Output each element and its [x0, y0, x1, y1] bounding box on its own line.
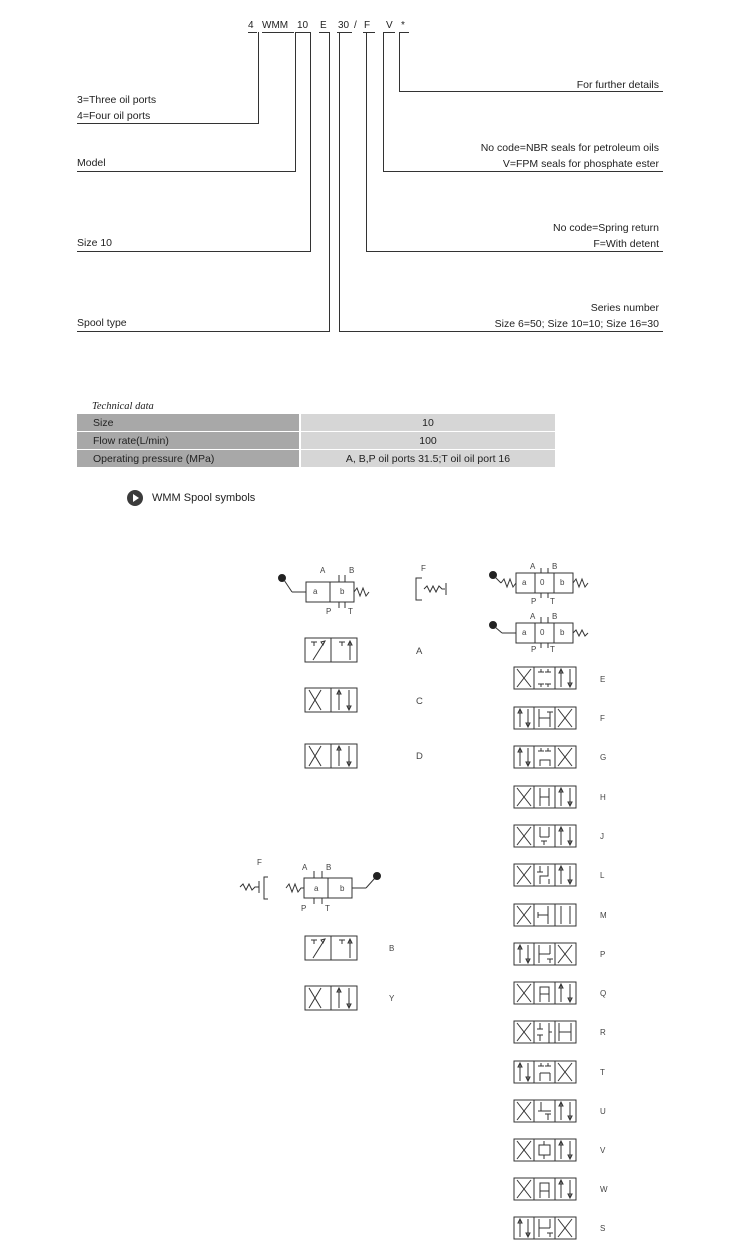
- valve-symbol-detent-3pos: [488, 620, 598, 660]
- port-p-label-detent: P: [531, 645, 537, 654]
- tech-value-size: 10: [300, 414, 555, 432]
- spool-label-p: P: [600, 950, 606, 959]
- spool-label-j: J: [600, 832, 604, 841]
- spool-label-w: W: [600, 1185, 608, 1194]
- detent-label: F: [421, 564, 426, 573]
- code-further: *: [401, 20, 405, 31]
- legend-further: For further details: [576, 79, 659, 91]
- spool-symbol-b: [305, 936, 357, 962]
- spool-symbol-j: [514, 825, 576, 849]
- spool-symbol-u: [514, 1100, 576, 1124]
- tech-label-size: Size: [77, 414, 300, 432]
- tech-value-pressure: A, B,P oil ports 31.5;T oil oil port 16: [300, 450, 555, 468]
- play-icon: [127, 490, 143, 506]
- legend-ports-1: 3=Three oil ports: [77, 94, 157, 106]
- code-model: WMM: [262, 20, 289, 31]
- spool-symbol-l: [514, 864, 576, 888]
- pos-b-label: b: [340, 587, 345, 596]
- spool-label-s: S: [600, 1224, 606, 1233]
- port-t-label: T: [348, 607, 353, 616]
- table-row: [77, 414, 555, 432]
- detent-symbol: [412, 575, 452, 605]
- spool-label-q: Q: [600, 989, 607, 998]
- spool-heading: [127, 490, 255, 506]
- spool-label-t: T: [600, 1068, 605, 1077]
- port-p-label-lower: P: [301, 904, 307, 913]
- code-ports: 4: [248, 20, 254, 31]
- spool-symbol-c: [305, 688, 357, 714]
- port-b-label-detent: B: [552, 612, 558, 621]
- spool-label-e: E: [600, 675, 606, 684]
- spool-label-h: H: [600, 793, 606, 802]
- spool-symbol-t: [514, 1061, 576, 1085]
- spool-symbol-s: [514, 1217, 576, 1241]
- pos-a-label-detent: a: [522, 628, 527, 637]
- spool-symbol-m: [514, 904, 576, 928]
- spool-label-y: Y: [389, 994, 395, 1003]
- spool-label-g: G: [600, 753, 607, 762]
- code-detent: F: [364, 20, 371, 31]
- legend-size: Size 10: [77, 237, 113, 249]
- port-b-label: B: [349, 566, 355, 575]
- spool-label-b: B: [389, 944, 395, 953]
- legend-spool: Spool type: [77, 317, 127, 329]
- tech-label-pressure: Operating pressure (MPa): [77, 450, 300, 468]
- port-t-label-detent: T: [550, 645, 555, 654]
- tech-label-flow: Flow rate(L/min): [77, 432, 300, 450]
- pos-0-label-3pos: 0: [540, 578, 545, 587]
- legend-series-1: Series number: [590, 302, 659, 314]
- legend-model: Model: [77, 157, 106, 169]
- port-a-label-detent: A: [530, 612, 536, 621]
- tech-value-flow: 100: [300, 432, 555, 450]
- spool-symbol-h: [514, 786, 576, 810]
- code-seals: V: [386, 20, 393, 31]
- spool-symbol-p: [514, 943, 576, 967]
- legend-detent-1: No code=Spring return: [553, 222, 659, 234]
- legend-seals-2: V=FPM seals for phosphate ester: [502, 158, 659, 170]
- valve-symbol-detent-lever: [238, 868, 388, 913]
- spool-symbol-w: [514, 1178, 576, 1202]
- pos-b-label-lower: b: [340, 884, 345, 893]
- code-spool: E: [320, 20, 327, 31]
- spool-symbol-e: [514, 667, 576, 691]
- port-b-label-3pos: B: [552, 562, 558, 571]
- spool-symbol-g: [514, 746, 576, 770]
- legend-ports-2: 4=Four oil ports: [77, 110, 151, 122]
- detent-label-lower: F: [257, 858, 262, 867]
- pos-a-label-lower: a: [314, 884, 319, 893]
- port-b-label-lower: B: [326, 863, 332, 872]
- code-series: 30: [338, 20, 350, 31]
- code-size: 10: [297, 20, 309, 31]
- technical-table: [77, 414, 555, 468]
- spool-label-u: U: [600, 1107, 606, 1116]
- pos-a-label-3pos: a: [522, 578, 527, 587]
- spool-label-a: A: [416, 646, 423, 657]
- spool-symbol-q: [514, 982, 576, 1006]
- technical-caption: Technical data: [92, 401, 154, 412]
- spool-label-m: M: [600, 911, 607, 920]
- port-p-label-3pos: P: [531, 597, 537, 606]
- pos-b-label-3pos: b: [560, 578, 565, 587]
- spool-label-d: D: [416, 751, 423, 762]
- port-t-label-lower: T: [325, 904, 330, 913]
- legend-series-2: Size 6=50; Size 10=10; Size 16=30: [494, 318, 659, 330]
- code-slash-1: /: [354, 20, 357, 31]
- legend-detent-2: F=With detent: [593, 238, 659, 250]
- spool-symbol-f: [514, 707, 576, 731]
- spool-label-f: F: [600, 714, 605, 723]
- spool-label-c: C: [416, 696, 423, 707]
- pos-0-label-detent: 0: [540, 628, 545, 637]
- spool-symbol-a: [305, 638, 357, 664]
- port-t-label-3pos: T: [550, 597, 555, 606]
- table-row: [77, 450, 555, 468]
- pos-a-label: a: [313, 587, 318, 596]
- spool-label-r: R: [600, 1028, 606, 1037]
- port-a-label-3pos: A: [530, 562, 536, 571]
- spool-label-v: V: [600, 1146, 606, 1155]
- port-a-label-lower: A: [302, 863, 308, 872]
- spool-symbol-d: [305, 744, 357, 770]
- spool-label-l: L: [600, 871, 605, 880]
- legend-seals-1: No code=NBR seals for petroleum oils: [480, 142, 659, 154]
- pos-b-label-detent: b: [560, 628, 565, 637]
- valve-symbol-spring-centered: [488, 568, 598, 608]
- port-p-label: P: [326, 607, 332, 616]
- spool-symbol-r: [514, 1021, 576, 1045]
- spool-symbol-y: [305, 986, 357, 1012]
- spool-symbol-v: [514, 1139, 576, 1163]
- table-row: [77, 432, 555, 450]
- spool-heading-text: WMM Spool symbols: [152, 492, 256, 504]
- port-a-label: A: [320, 566, 326, 575]
